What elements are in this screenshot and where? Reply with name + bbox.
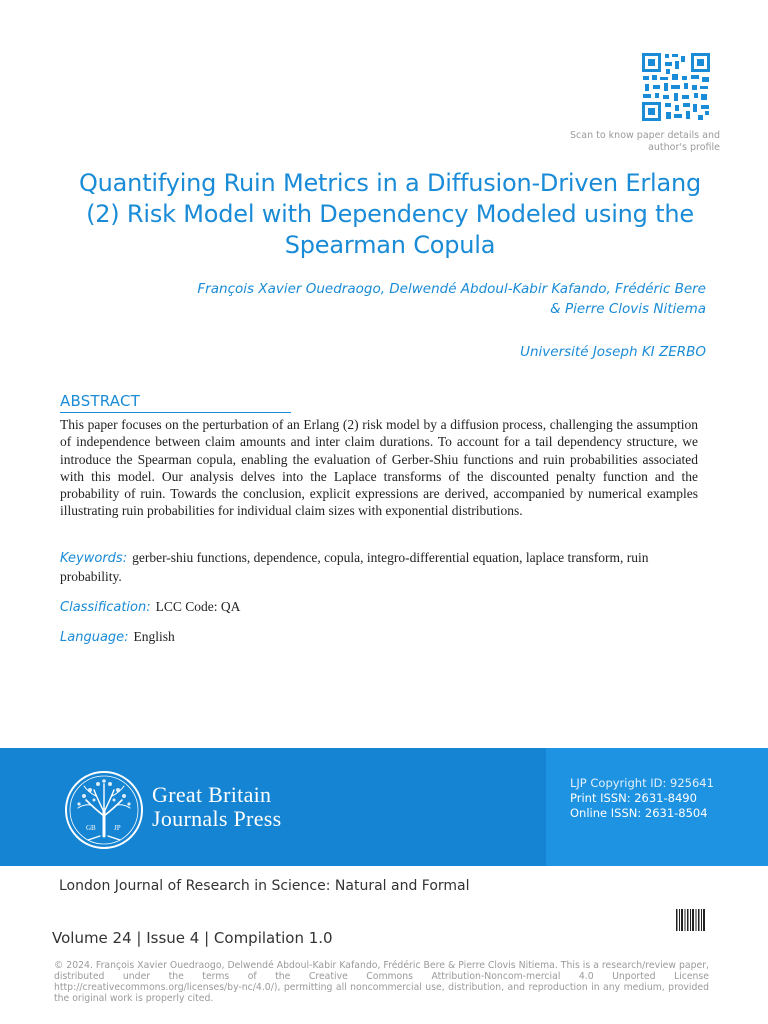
copyright-id: LJP Copyright ID: 925641 [570, 776, 714, 790]
journal-name: London Journal of Research in Science: Natural and Formal [59, 878, 470, 894]
tree-logo-icon [64, 770, 144, 850]
keywords-value: gerber-shiu functions, dependence, copula, integro-differential equation, laplace transform, ruin probability. [60, 550, 649, 584]
barcode-icon [676, 909, 706, 931]
language-row [60, 628, 708, 647]
license-text: © 2024. François Xavier Ouedraogo, Delwendé Abdoul-Kabir Kafando, Frédéric Bere & Pierre Clovis Nitiema. This is a research/review paper, distributed under the terms of the Creative Commons Attribution-Noncom-mercial 4.0 Unported License http://creativecommons.org/licenses/by-nc/4.0/), permitting all noncommercial use, distribution, and reproduction in any medium, provided the original work is properly cited. [54, 960, 709, 1004]
abstract-text: This paper focuses on the perturbation of an Erlang (2) risk model by a diffusion process, challenging the assumption of independence between claim amounts and inter claim durations. To account for a tail dependency structure, we introduce the Spearman copula, enabling the evaluation of Gerber-Shiu functions and ruin probabilities associated with this model. Our analysis delves into the Laplace transforms of the discounted penalty function and the probability of ruin. Towards the conclusion, explicit expressions are derived, accompanied by numerical examples illustrating ruin probabilities for individual claim sizes with exponential distributions. [60, 417, 698, 519]
classification-value: LCC Code: QA [155, 599, 241, 614]
authors-line-2: & Pierre Clovis Nitiema [550, 301, 706, 317]
publisher-name-line-2: Journals Press [152, 806, 282, 831]
paper-title: Quantifying Ruin Metrics in a Diffusion-Driven Erlang (2) Risk Model with Dependency Modeled using the Spearman Copula [78, 169, 702, 259]
classification-label: Classification: [60, 600, 151, 615]
keywords-label: Keywords: [60, 551, 128, 566]
affiliation: Université Joseph KI ZERBO [520, 344, 706, 360]
qr-code[interactable] [641, 52, 711, 122]
publisher-name [152, 783, 281, 831]
issn-block [570, 776, 714, 821]
keywords-row [60, 549, 708, 586]
logo-initials-right: JP [114, 824, 121, 832]
online-issn: Online ISSN: 2631-8504 [570, 806, 708, 820]
abstract-divider [60, 412, 291, 413]
abstract-heading: ABSTRACT [60, 392, 141, 410]
volume-issue: Volume 24 | Issue 4 | Compilation 1.0 [52, 929, 333, 947]
qr-caption: Scan to know paper details and author's profile [570, 130, 720, 153]
print-issn: Print ISSN: 2631-8490 [570, 791, 697, 805]
classification-row [60, 598, 708, 617]
logo-initials-left: GB [86, 824, 96, 832]
language-label: Language: [60, 630, 129, 645]
author-list [146, 279, 706, 319]
language-value: English [133, 629, 175, 644]
publisher-name-line-1: Great Britain [152, 782, 272, 807]
authors-line-1: François Xavier Ouedraogo, Delwendé Abdoul-Kabir Kafando, Frédéric Bere [197, 281, 706, 297]
